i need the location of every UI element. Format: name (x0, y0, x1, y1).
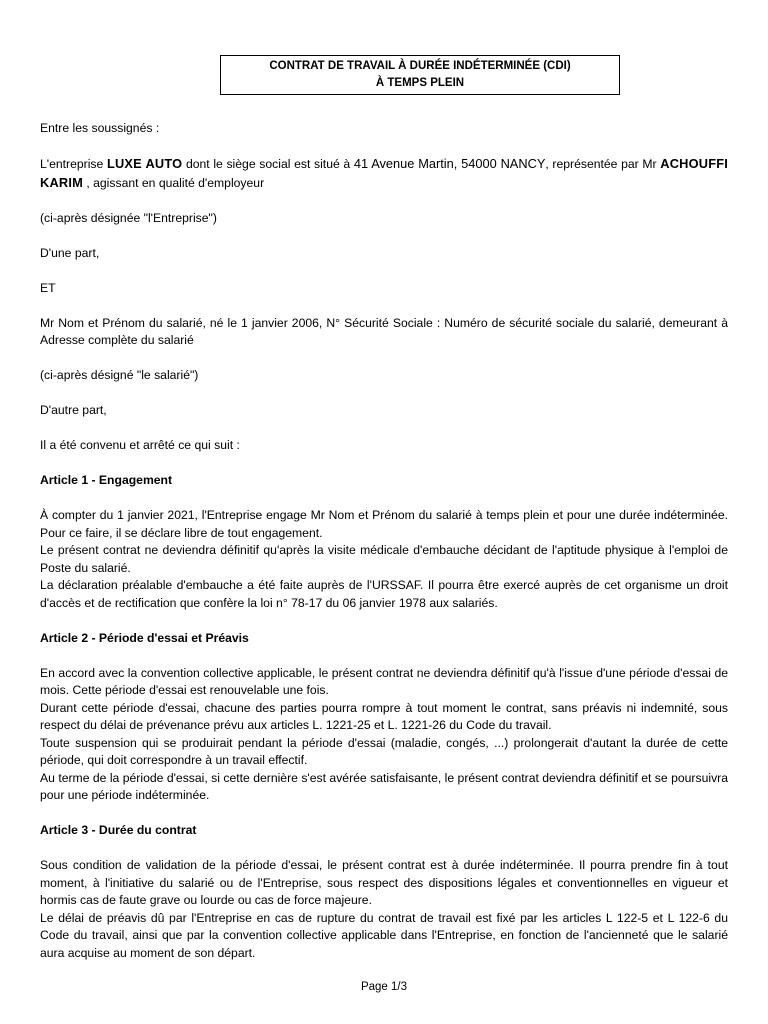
designation-company: (ci-après désignée "l'Entreprise") (40, 210, 217, 225)
representative-name: ACHOUFFI KARIM (40, 156, 728, 190)
company-paragraph (40, 155, 728, 192)
contract-title: CONTRAT DE TRAVAIL À DURÉE INDÉTERMINÉE (CDI) (269, 60, 571, 72)
article-1-paragraph: La déclaration préalable d'embauche a été faite auprès de l'URSSAF. Il pourra être exercé auprès de cet organisme un droit d'accès et de rectification que confère la loi n° 78-17 du 06 janvier 1978 aux salariés. (40, 578, 728, 610)
article-3-body (40, 857, 728, 962)
article-1-paragraph: À compter du 1 janvier 2021, l'Entreprise engage Mr Nom et Prénom du salarié à temps plein et pour une durée indéterminée. Pour ce faire, il se déclare libre de tout engagement. (40, 508, 728, 540)
designation-employee: (ci-après désigné "le salarié") (40, 368, 199, 382)
article-3-paragraph: Le délai de préavis dû par l'Entreprise en cas de rupture du contrat de travail est fixé par les articles L 122-5 et L 122-6 du Code du travail, ainsi que par la convention collective applicable dans l'Entreprise, en fonction de l'ancienneté que le salarié aura acquise au moment de son départ. (40, 910, 728, 960)
contract-body (40, 120, 728, 962)
employee-paragraph: Mr Nom et Prénom du salarié, né le 1 janvier 2006, N° Sécurité Sociale : Numéro de sécurité sociale du salarié, demeurant à Adresse complète du salarié (40, 315, 728, 347)
article-2-paragraph: Durant cette période d'essai, chacune des parties pourra rompre à tout moment le contrat, sans préavis ni indemnité, sous respect du délai de prévenance prévu aux articles L. 1221-25 et L. 1221-26 du Code du travail. (40, 700, 728, 732)
second-party: D'autre part, (40, 403, 107, 417)
article-2-body (40, 665, 728, 805)
contract-title-box (220, 55, 620, 95)
agreement-statement: Il a été convenu et arrêté ce qui suit : (40, 438, 240, 452)
article-3-paragraph: Sous condition de validation de la période d'essai, le présent contrat est à durée indéterminée. Il pourra prendre fin à tout moment, à l'initiative du salarié ou de l'Entreprise, sous respect des dispositions légales et conventionnelles en vigueur et hormis cas de faute grave ou lourde ou cas de force majeure. (40, 858, 728, 907)
page-number: Page 1/3 (360, 981, 408, 993)
article-1-title: Article 1 - Engagement (40, 473, 173, 487)
contract-subtitle: À TEMPS PLEIN (375, 77, 465, 89)
company-text-1: L'entreprise (40, 157, 107, 171)
company-text-3: , représentée par Mr (545, 157, 661, 171)
article-3-title: Article 3 - Durée du contrat (40, 823, 197, 837)
article-1-paragraph: Le présent contrat ne deviendra définitif qu'après la visite médicale d'embauche décidant de l'aptitude physique à l'emploi de Poste du salarié. (40, 543, 728, 575)
company-text-4: , agissant en qualité d'employeur (82, 175, 265, 190)
parties-intro: Entre les soussignés : (40, 121, 160, 135)
article-1-body (40, 507, 728, 612)
article-2-title: Article 2 - Période d'essai et Préavis (40, 630, 249, 645)
article-2-paragraph: Au terme de la période d'essai, si cette dernière s'est avérée satisfaisante, le présent contrat deviendra définitif et se poursuivra pour une période indéterminée. (40, 770, 728, 802)
first-party: D'une part, (40, 245, 100, 260)
and-label: ET (40, 280, 56, 295)
article-2-paragraph: En accord avec la convention collective applicable, le présent contrat ne deviendra définitif qu'à l'issue d'une période d'essai de mois. Cette période d'essai est renouvelable une fois. (40, 665, 728, 697)
company-address: 41 Avenue Martin, 54000 NANCY (353, 156, 546, 171)
company-name: LUXE AUTO (106, 156, 183, 171)
company-text-2: dont le siège social est situé à (182, 157, 354, 171)
article-2-paragraph: Toute suspension qui se produirait pendant la période d'essai (maladie, congés, ...) prolongerait d'autant la durée de cette période, qui doit correspondre à un travail effectif. (40, 735, 728, 767)
